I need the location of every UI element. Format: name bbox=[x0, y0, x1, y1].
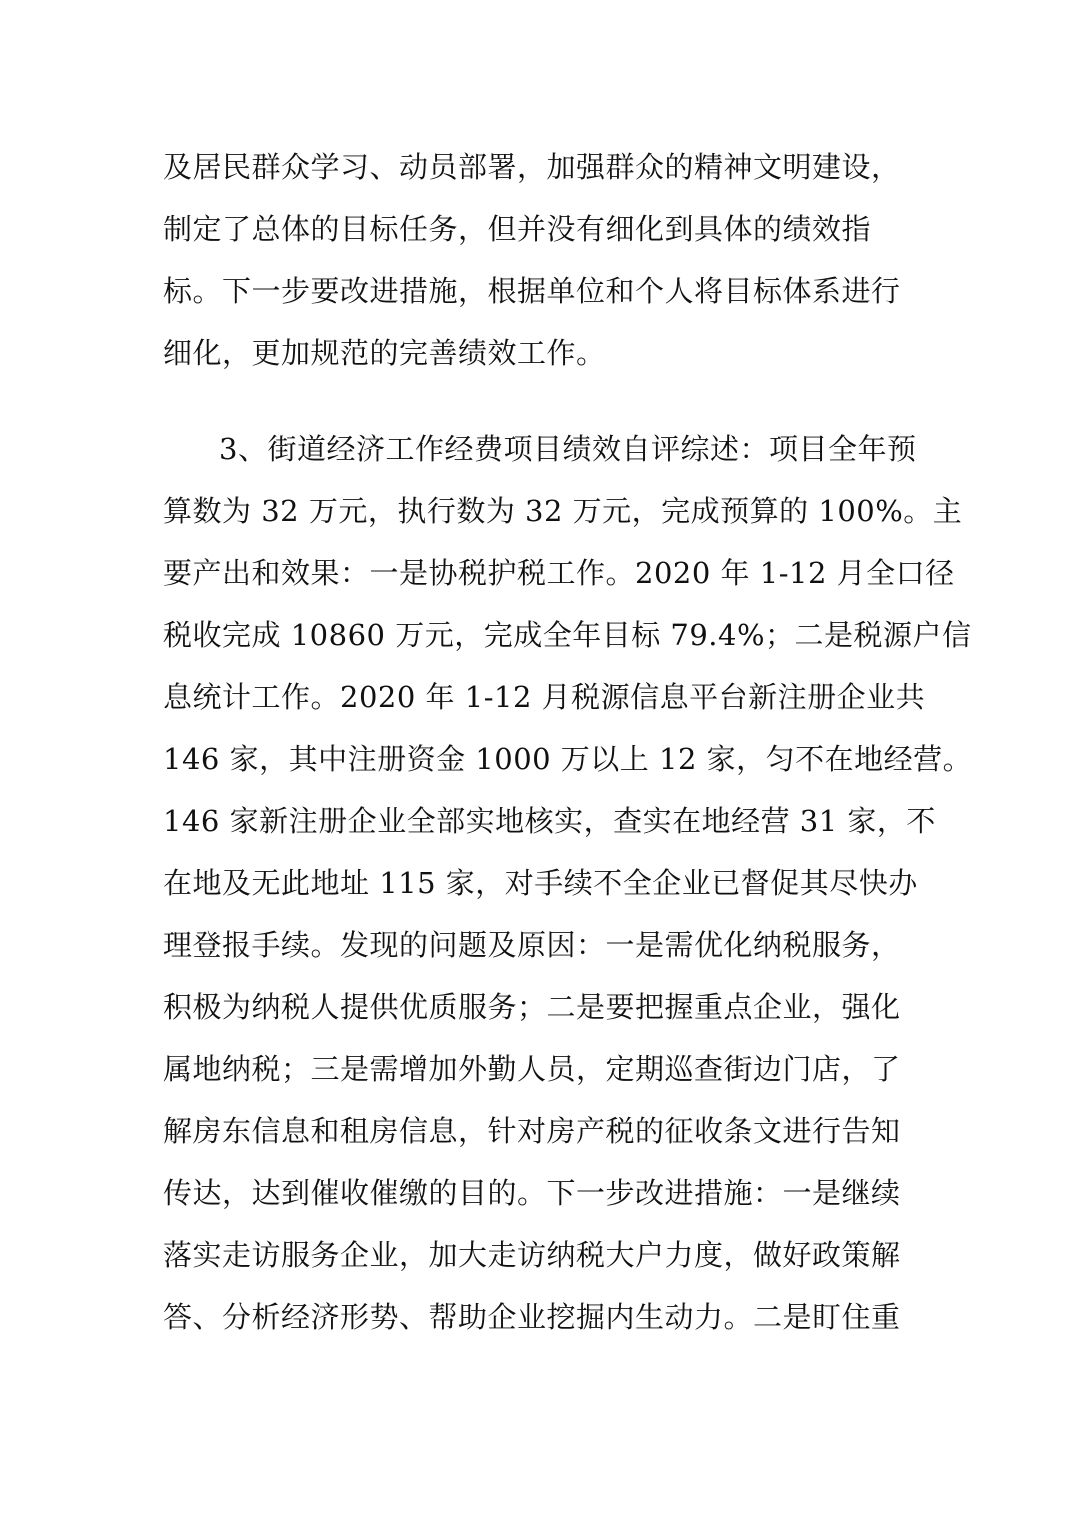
text-line: 落实走访服务企业，加大走访纳税大户力度，做好政策解 bbox=[163, 1238, 901, 1272]
text-line: 税收完成 10860 万元，完成全年目标 79.4%；二是税源户信 bbox=[163, 618, 972, 652]
text-line: 146 家，其中注册资金 1000 万以上 12 家，匀不在地经营。 bbox=[163, 742, 973, 776]
text-line: 146 家新注册企业全部实地核实，查实在地经营 31 家，不 bbox=[163, 804, 936, 838]
text-line: 算数为 32 万元，执行数为 32 万元，完成预算的 100%。主 bbox=[163, 494, 963, 528]
text-line: 理登报手续。发现的问题及原因：一是需优化纳税服务， bbox=[163, 928, 901, 962]
text-line: 细化，更加规范的完善绩效工作。 bbox=[163, 336, 606, 370]
text-line: 积极为纳税人提供优质服务；二是要把握重点企业，强化 bbox=[163, 990, 901, 1024]
text-line: 标。下一步要改进措施，根据单位和个人将目标体系进行 bbox=[163, 274, 901, 308]
text-line: 属地纳税；三是需增加外勤人员，定期巡查街边门店，了 bbox=[163, 1052, 901, 1086]
text-line: 及居民群众学习、动员部署，加强群众的精神文明建设， bbox=[163, 150, 901, 184]
text-line: 制定了总体的目标任务，但并没有细化到具体的绩效指 bbox=[163, 212, 872, 246]
text-line: 在地及无此地址 115 家，对手续不全企业已督促其尽快办 bbox=[163, 866, 918, 900]
text-line: 解房东信息和租房信息，针对房产税的征收条文进行告知 bbox=[163, 1114, 901, 1148]
text-line: 3、街道经济工作经费项目绩效自评综述：项目全年预 bbox=[219, 432, 917, 466]
text-line: 要产出和效果：一是协税护税工作。2020 年 1-12 月全口径 bbox=[163, 556, 955, 590]
text-line: 息统计工作。2020 年 1-12 月税源信息平台新注册企业共 bbox=[163, 680, 926, 714]
text-line: 答、分析经济形势、帮助企业挖掘内生动力。二是盯住重 bbox=[163, 1300, 901, 1334]
text-line: 传达，达到催收催缴的目的。下一步改进措施：一是继续 bbox=[163, 1176, 901, 1210]
